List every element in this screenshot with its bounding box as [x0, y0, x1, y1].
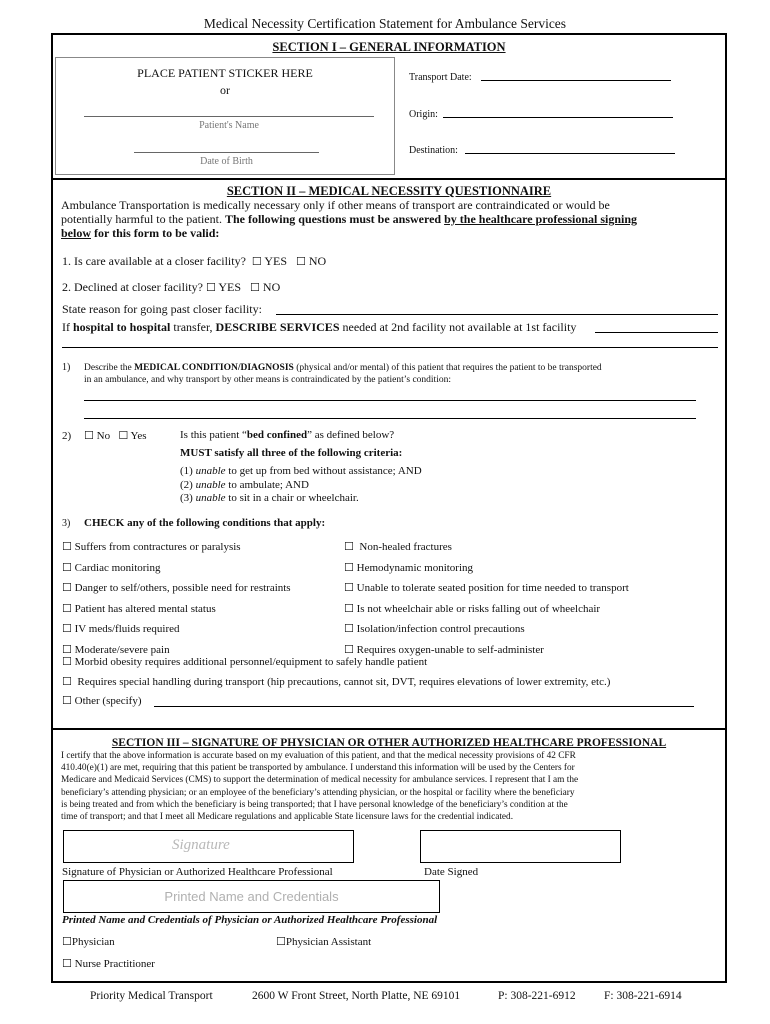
condition-item[interactable]: ☐ Is not wheelchair able or risks falling out of wheelchair [344, 601, 601, 615]
condition-other[interactable]: ☐ Other (specify) [62, 694, 142, 707]
closer-no-label: NO [308, 254, 327, 268]
q2-no-checkbox[interactable]: ☐ [84, 429, 94, 442]
condition-item[interactable]: ☐ Non-healed fractures [344, 540, 452, 553]
hospital-transfer-label [62, 320, 576, 335]
condition-item[interactable]: ☐ IV meds/fluids required [62, 622, 180, 636]
cond-l0: Suffers from contractures or paralysis [74, 541, 241, 553]
cond-l1: Cardiac monitoring [74, 561, 161, 574]
dob-label: Date of Birth [200, 156, 253, 167]
q3-number: 3) [62, 518, 71, 529]
q1-text [84, 362, 724, 386]
footer-company: Priority Medical Transport [90, 990, 213, 1002]
transport-date-field[interactable] [481, 80, 671, 81]
intro-line1: Ambulance Transportation is medically necessary only if other means of transport are contraindicated or would be [61, 198, 610, 212]
patient-name-label: Patient's Name [199, 120, 259, 131]
question-declined [62, 280, 280, 295]
signature-field[interactable] [63, 830, 354, 863]
hospital-transfer-line2[interactable] [62, 347, 718, 348]
closer-yes-label: YES [264, 254, 288, 268]
sticker-instruction: PLACE PATIENT STICKER HERE [137, 66, 313, 80]
origin-label: Origin: [409, 109, 438, 120]
credential-physician-assistant[interactable]: ☐Physician Assistant [276, 935, 372, 948]
condition-item[interactable]: ☐ Danger to self/others, possible need for restraints [62, 581, 291, 595]
other-specify-field[interactable] [154, 706, 694, 707]
patient-sticker-area[interactable] [55, 57, 395, 175]
condition-item[interactable]: ☐ Suffers from contractures or paralysis [62, 540, 241, 553]
condition-item[interactable]: ☐ Hemodynamic monitoring [344, 560, 474, 574]
cond-r5: Requires oxygen-unable to self-administer [356, 643, 544, 656]
section3-heading: SECTION III – SIGNATURE OF PHYSICIAN OR OTHER AUTHORIZED HEALTHCARE PROFESSIONAL [111, 737, 667, 749]
q1-a: Describe the [84, 363, 135, 373]
credential-physician[interactable]: ☐Physician [62, 935, 115, 948]
footer-address: 2600 W Front Street, North Platte, NE 69101 [252, 990, 461, 1002]
closer-facility-text: 1. Is care available at a closer facility? [62, 254, 246, 268]
cert-line: is being treated and from which the beneficiary is being transported; that I have personal knowledge of the beneficiary’s condition at the [61, 799, 568, 810]
cond-obesity-label: Morbid obesity requires additional personnel/equipment to safely handle patient [74, 656, 428, 668]
dob-line [134, 152, 319, 153]
signature-placeholder: Signature [172, 837, 230, 853]
document-title: Medical Necessity Certification Statement for Ambulance Services [203, 16, 567, 31]
c3i: unable [195, 492, 226, 504]
condition-item[interactable]: ☐ Cardiac monitoring [62, 560, 161, 574]
c3a: (3) [180, 492, 196, 504]
section2-intro [61, 198, 721, 240]
q2-no-label: No [96, 430, 111, 442]
question-closer-facility [62, 254, 326, 269]
q1-bold: MEDICAL CONDITION/DIAGNOSIS [134, 363, 294, 373]
date-signed-label: Date Signed [424, 866, 479, 878]
q1-b: (physical and/or mental) of this patient that requires the patient to be transported [293, 363, 602, 373]
section-divider-1 [51, 178, 727, 180]
intro-plain: potentially harmful to the patient. [61, 212, 225, 226]
intro-bold: The following questions must be answered [224, 212, 445, 226]
condition-item[interactable]: ☐ Unable to tolerate seated position for time needed to transport [344, 581, 629, 595]
cond-special-label: Requires special handling during transport (hip precautions, cannot sit, DVT, requires elevations of lower extremity, etc.) [77, 676, 611, 688]
h2h-bold1: hospital to hospital [73, 320, 171, 334]
q3-text: CHECK any of the following conditions that apply: [84, 517, 326, 529]
cert-line: I certify that the above information is accurate based on my evaluation of this patient, and that the medical necessity provisions of 42 CFR [61, 751, 576, 761]
q1-number: 1) [62, 362, 71, 373]
condition-item[interactable]: ☐ Patient has altered mental status [62, 601, 216, 615]
condition-item[interactable]: ☐ Moderate/severe pain [62, 642, 170, 656]
closer-yes-checkbox[interactable]: ☐ [251, 255, 262, 268]
closer-no-checkbox[interactable]: ☐ [296, 255, 306, 268]
cond-r1: Hemodynamic monitoring [356, 561, 474, 574]
declined-no-label: NO [262, 280, 281, 294]
h2h-mid: transfer, [170, 320, 216, 334]
q2-b: ” as defined below? [307, 429, 395, 441]
cond-r4: Isolation/infection control precautions [356, 623, 525, 636]
c1b: to get up from bed without assistance; AND [225, 465, 422, 477]
q2-question [180, 429, 394, 441]
condition-special-handling[interactable]: ☐ Requires special handling during transport (hip precautions, cannot sit, DVT, requires elevations of lower extremity, etc.) [62, 675, 611, 688]
cert-line: 410.40(e)(1) are met, requiring that this patient be transported by ambulance. I understand this information will be used by the Centers for [61, 763, 575, 774]
c2a: (2) [180, 478, 196, 491]
cond-l4: IV meds/fluids required [74, 623, 180, 636]
c1i: unable [195, 465, 226, 477]
criterion-3 [180, 492, 422, 506]
q1-answer-line1[interactable] [84, 400, 696, 401]
condition-item[interactable]: ☐ Requires oxygen-unable to self-administer [344, 642, 544, 656]
transport-date-label: Transport Date: [409, 72, 472, 83]
conditions-left [62, 537, 291, 661]
certification-statement [61, 750, 721, 823]
destination-label: Destination: [409, 145, 458, 156]
q2-yes-checkbox[interactable]: ☐ [118, 429, 129, 442]
condition-item[interactable]: ☐ Isolation/infection control precautions [344, 622, 525, 636]
hospital-transfer-field[interactable] [595, 332, 718, 333]
h2h-if: If [62, 320, 73, 334]
conditions-right [344, 537, 629, 661]
destination-field[interactable] [465, 153, 675, 154]
printed-name-label: Printed Name and Credentials of Physician or Authorized Healthcare Professional [62, 914, 438, 926]
h2h-bold2: DESCRIBE SERVICES [215, 320, 340, 334]
cond-r0: Non-healed fractures [359, 541, 452, 553]
intro-line2 [61, 212, 721, 226]
declined-no-checkbox[interactable]: ☐ [250, 281, 260, 294]
cond-r3: Is not wheelchair able or risks falling out of wheelchair [356, 602, 601, 615]
q2-options [84, 429, 147, 442]
c1a: (1) [180, 465, 196, 477]
cert-line: beneficiary’s attending physician; or an employee of the beneficiary’s attending physician, or the hospital or facility where the beneficiary [61, 787, 575, 798]
origin-field[interactable] [443, 117, 673, 118]
c3b: to sit in a chair or wheelchair. [225, 492, 359, 504]
cond-other-label: Other (specify) [74, 695, 142, 707]
signature-label: Signature of Physician or Authorized Healthcare Professional [62, 866, 333, 878]
physician-label: Physician [71, 936, 115, 948]
intro-valid: for this form to be valid: [91, 226, 220, 240]
q2-must: MUST satisfy all three of the following criteria: [180, 447, 403, 459]
intro-underline: by the healthcare professional signing [444, 212, 638, 226]
condition-obesity[interactable]: ☐ Morbid obesity requires additional personnel/equipment to safely handle patient [62, 655, 428, 668]
declined-text: 2. Declined at closer facility? [62, 280, 203, 294]
c2i: unable [195, 478, 226, 491]
q2-yes-label: Yes [130, 430, 147, 442]
criterion-1 [180, 465, 422, 479]
section2-heading: SECTION II – MEDICAL NECESSITY QUESTIONNAIRE [226, 184, 552, 198]
cert-line: time of transport; and that I meet all Medicare regulations and applicable State licensure laws for the credential indicated. [61, 812, 514, 823]
cond-l2: Danger to self/others, possible need for restraints [74, 582, 291, 595]
section-divider-2 [51, 728, 727, 730]
state-reason-field[interactable] [276, 314, 718, 315]
footer-phone: P: 308-221-6912 [498, 990, 576, 1002]
printed-name-placeholder: Printed Name and Credentials [164, 889, 339, 904]
intro-below: below [61, 226, 91, 240]
date-signed-field[interactable] [420, 830, 621, 863]
declined-yes-checkbox[interactable]: ☐ [205, 281, 216, 294]
q2-bold: bed confined [246, 429, 308, 441]
h2h-end: needed at 2nd facility not available at 1st facility [339, 320, 577, 334]
intro-line3 [61, 226, 721, 240]
patient-name-line [84, 116, 374, 117]
state-reason-label: State reason for going past closer facility: [62, 302, 262, 316]
nurse-practitioner-label: Nurse Practitioner [74, 958, 155, 970]
criterion-2 [180, 479, 422, 493]
declined-yes-label: YES [218, 280, 242, 294]
credential-nurse-practitioner[interactable]: ☐ Nurse Practitioner [62, 957, 155, 970]
q2-number: 2) [62, 430, 72, 442]
physician-assistant-label: Physician Assistant [285, 936, 372, 948]
q1-answer-line2[interactable] [84, 418, 696, 419]
cond-l3: Patient has altered mental status [74, 602, 216, 615]
cond-l5: Moderate/severe pain [74, 643, 170, 656]
bed-confined-criteria [180, 465, 422, 506]
sticker-or: or [220, 83, 230, 97]
q1-c: in an ambulance, and why transport by other means is contraindicated by the patient’s condition: [84, 375, 451, 385]
footer-fax: F: 308-221-6914 [604, 990, 682, 1002]
section1-heading: SECTION I – GENERAL INFORMATION [272, 40, 506, 54]
c2b: to ambulate; AND [225, 478, 309, 491]
cond-r2: Unable to tolerate seated position for time needed to transport [356, 582, 629, 595]
printed-name-field[interactable] [63, 880, 440, 913]
q2-a: Is this patient “ [180, 429, 247, 441]
cert-line: Medicare and Medicaid Services (CMS) to support the determination of medical necessity for ambulance services. I represent that I am the [61, 775, 579, 786]
